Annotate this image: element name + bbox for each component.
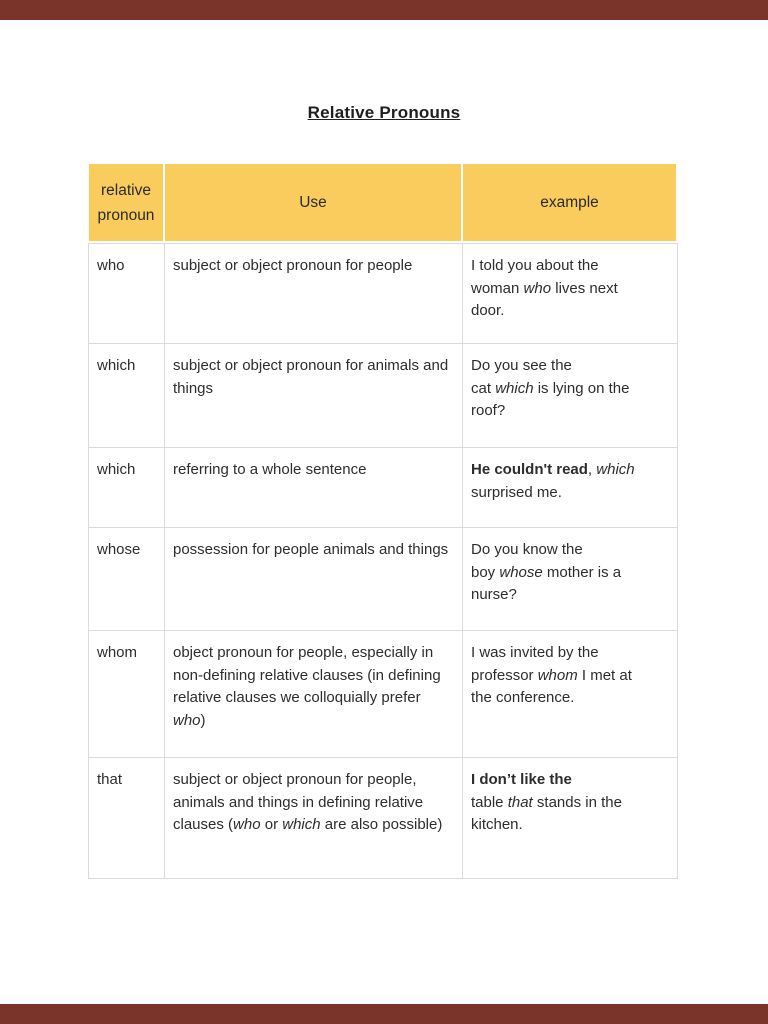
pronoun-cell: who: [89, 244, 165, 344]
table-row: [89, 448, 678, 528]
pronoun-cell: which: [89, 344, 165, 448]
document-title: Relative Pronouns: [307, 103, 461, 122]
table-row: [89, 758, 678, 879]
use-cell: subject or object pronoun for animals and things: [165, 344, 463, 448]
table-row: [89, 344, 678, 448]
example-cell: He couldn't read, which surprised me.: [463, 448, 678, 528]
pronoun-cell: whom: [89, 631, 165, 758]
use-cell: object pronoun for people, especially in non-defining relative clauses (in defining relative clauses we colloquially prefer who): [165, 631, 463, 758]
header-cell-relative-pronoun: relative pronoun: [88, 163, 164, 242]
example-cell: I told you about the woman who lives next door.: [463, 244, 678, 344]
table-body: [88, 243, 678, 879]
viewer-top-bar: [0, 0, 768, 20]
viewer-bottom-bar: [0, 1004, 768, 1024]
table-header-row: [88, 163, 677, 242]
pronoun-cell: that: [89, 758, 165, 879]
table-row: [89, 244, 678, 344]
table-row: [89, 631, 678, 758]
use-cell: subject or object pronoun for people: [165, 244, 463, 344]
header-cell-example: example: [462, 163, 677, 242]
table-row: [89, 528, 678, 631]
pronoun-cell: which: [89, 448, 165, 528]
relative-pronouns-table: [88, 163, 677, 879]
pronoun-cell: whose: [89, 528, 165, 631]
use-cell: possession for people animals and things: [165, 528, 463, 631]
example-cell: I was invited by the professor whom I met at the conference.: [463, 631, 678, 758]
example-cell: Do you know the boy whose mother is a nurse?: [463, 528, 678, 631]
example-cell: I don’t like the table that stands in the kitchen.: [463, 758, 678, 879]
use-cell: subject or object pronoun for people, animals and things in defining relative clauses (who or which are also possible): [165, 758, 463, 879]
header-cell-use: Use: [164, 163, 462, 242]
example-cell: Do you see the cat which is lying on the roof?: [463, 344, 678, 448]
use-cell: referring to a whole sentence: [165, 448, 463, 528]
